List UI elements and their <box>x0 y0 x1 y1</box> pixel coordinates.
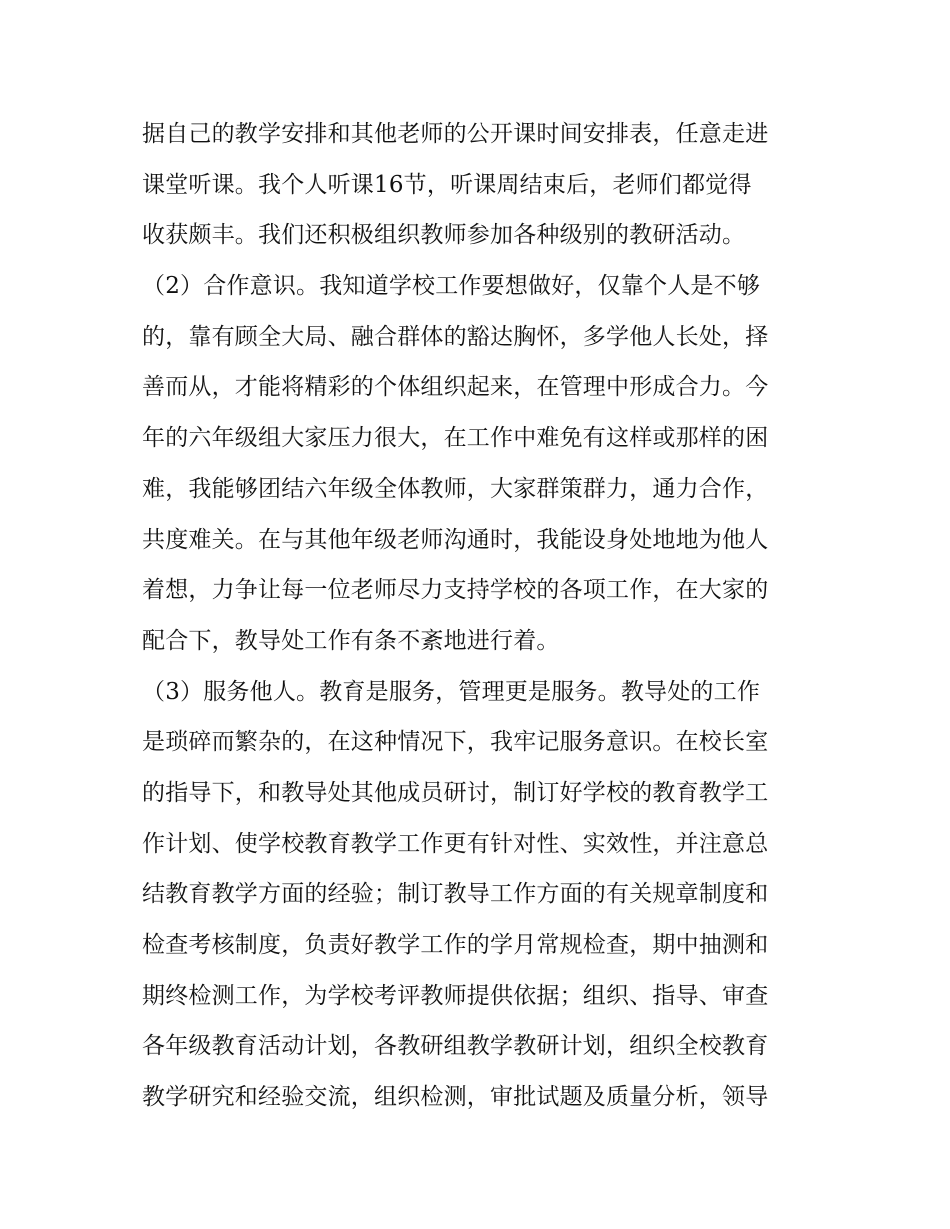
text-line: 的，靠有顾全大局、融合群体的豁达胸怀，多学他人长处，择 <box>142 323 769 350</box>
text-line: 配合下，教导处工作有条不紊地进行着。 <box>142 627 560 654</box>
text-line: 据自己的教学安排和其他老师的公开课时间安排表，任意走进 <box>142 121 769 147</box>
text-line: 是琐碎而繁杂的，在这种情况下，我牢记服务意识。在校长室 <box>142 729 769 756</box>
text-line: 年的六年级组大家压力很大，在工作中难免有这样或那样的困 <box>142 425 769 452</box>
text-line: 检查考核制度，负责好教学工作的学月常规检查，期中抽测和 <box>142 932 769 958</box>
text-line: （3）服务他人。教育是服务，管理更是服务。教导处的工作 <box>142 678 761 705</box>
text-line: 结教育教学方面的经验；制订教导工作方面的有关规章制度和 <box>142 881 769 908</box>
text-line: 教学研究和经验交流，组织检测，审批试题及质量分析，领导 <box>142 1084 769 1111</box>
text-line: 难，我能够团结六年级全体教师，大家群策群力，通力合作， <box>142 475 769 502</box>
text-line: （2）合作意识。我知道学校工作要想做好，仅靠个人是不够 <box>142 273 761 300</box>
text-line: 课堂听课。我个人听课16节，听课周结束后，老师们都觉得 <box>142 171 752 198</box>
text-line: 善而从，才能将精彩的个体组织起来，在管理中形成合力。今 <box>142 374 769 401</box>
text-line: 收获颇丰。我们还积极组织教师参加各种级别的教研活动。 <box>142 222 746 249</box>
text-line: 的指导下，和教导处其他成员研讨，制订好学校的教育教学工 <box>142 779 769 806</box>
text-line: 共度难关。在与其他年级老师沟通时，我能设身处地地为他人 <box>142 526 769 553</box>
text-line: 期终检测工作，为学校考评教师提供依据；组织、指导、审查 <box>142 982 769 1009</box>
text-line: 作计划、使学校教育教学工作更有针对性、实效性，并注意总 <box>142 830 769 857</box>
text-line: 各年级教育活动计划，各教研组教学教研计划，组织全校教育 <box>142 1033 769 1060</box>
body-text <box>142 109 822 1123</box>
text-line: 着想，力争让每一位老师尽力支持学校的各项工作，在大家的 <box>142 577 769 604</box>
